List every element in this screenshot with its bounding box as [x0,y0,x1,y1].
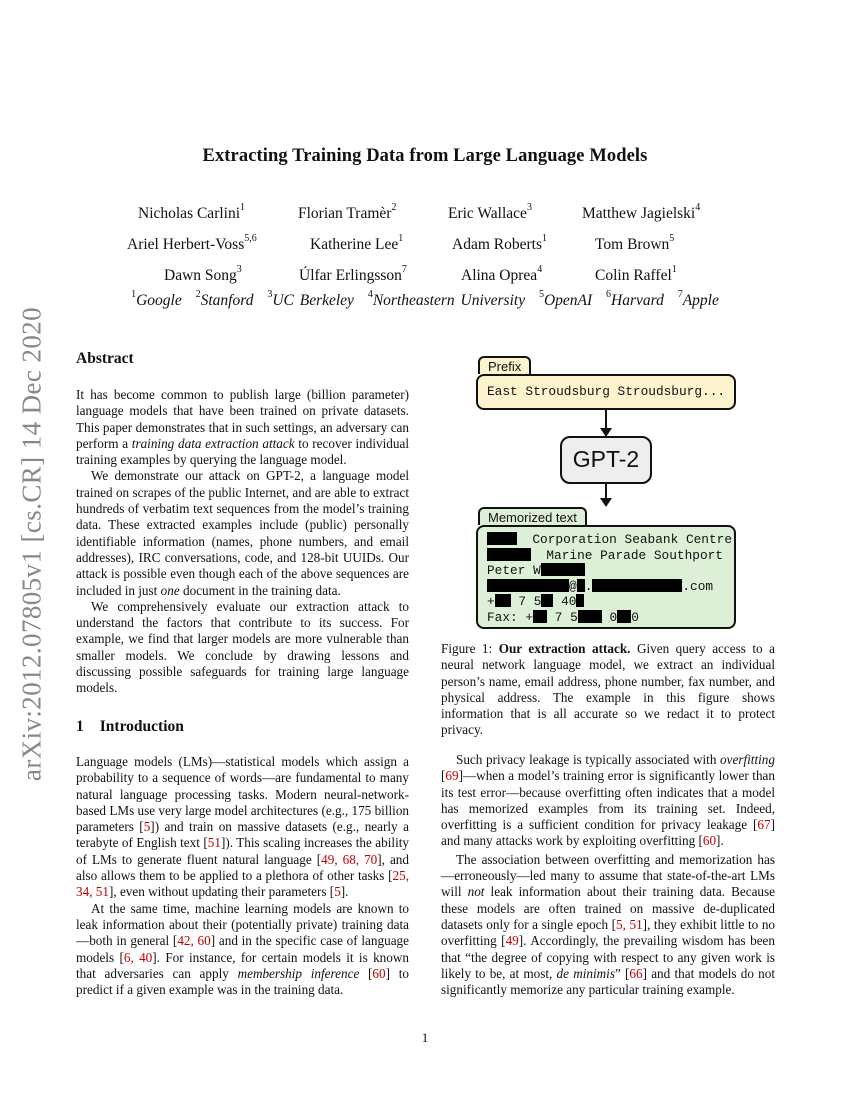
page-number: 1 [421,1030,429,1045]
citation-link[interactable]: 49, 68, 70 [321,851,378,867]
citation-link[interactable]: 6, 40 [123,949,153,965]
abstract-heading: Abstract [76,350,134,367]
redaction-bar [577,579,585,592]
figure-extraction-attack [476,356,756,636]
memorized-line: @ . .com [487,579,732,595]
author: Dawn Song$^3$ [164,264,242,284]
right-column-body [441,752,775,998]
abstract-paragraph: We comprehensively evaluate our extraction attack to understand the factors that contribute to its success. For example, we find that larger models are more vulnerable than smaller models. We conclude by drawing lessons and discussing possible safeguards for training large language models. [76,598,409,696]
redaction-bar [578,610,602,623]
affiliation: $^4$Northeastern University [367,289,526,309]
author: Matthew Jagielski$^4$ [582,202,701,222]
author: Florian Tramèr$^2$ [298,202,397,222]
author: Katherine Lee$^1$ [310,233,404,253]
author: Colin Raffel$^1$ [595,264,677,284]
citation-link[interactable]: 69 [445,768,459,784]
abstract-paragraph: It has become common to publish large (billion parameter) language models that have been trained on private datasets. This paper demonstrates that in such settings, an adversary can perform a training data extraction attack to recover individual training examples by querying the language model. [76,387,410,468]
arxiv-stamp-text: arXiv:2012.07805v1 [cs.CR] 14 Dec 2020 [16,306,47,782]
citation-link[interactable]: 51 [207,835,221,851]
memorized-box [476,525,736,629]
author: Eric Wallace$^3$ [448,202,532,222]
arrow-down-icon [598,482,614,508]
section-number: 1 [76,718,84,735]
redaction-bar [617,610,631,623]
paper-title: Extracting Training Data from Large Language Models [202,146,648,166]
figure-caption: Figure 1: Our extraction attack. Given query access to a neural network language model, we extract an individual person’s name, email address, phone number, fax number, and physical address. The example in this figure shows information that is all accurate so we redact it to protect privacy. [441,641,775,738]
author: Alina Oprea$^4$ [461,264,543,284]
intro-paragraph: At the same time, machine learning models are known to leak information about their (potentially private) training data—both in general [42, 60] and in the specific case of language models [6, 40]. For instance, for certain models it is known that adversaries can apply membership inference [60] to predict if a given example was in the training data. [76,900,409,998]
citation-link[interactable]: 60 [372,965,386,981]
section-title: Introduction [99,718,184,735]
author: Nicholas Carlini$^1$ [138,202,246,222]
redaction-bar [592,579,682,592]
model-box [560,436,652,484]
intro-paragraph: Language models (LMs)—statistical models which assign a probability to a sequence of words—are fundamental to many natural language processing tasks. Modern neural-network-based LMs use very large model architectures (e.g., 175 billion parameters [5]) and train on massive datasets (e.g., nearly a terabyte of English text [51]). This scaling increases the ability of LMs to generate fluent natural language [49, 68, 70], and also allows them to be applied to a plethora of other tasks [25, 34, 51], even without updating their parameters [5]. [76,754,410,900]
citation-link[interactable]: 67 [757,817,771,833]
affiliation: $^2$Stanford [195,289,254,309]
citation-link[interactable]: 25, 34, 51 [76,868,409,900]
memorized-line: Marine Parade Southport [487,548,732,564]
affiliation: $^5$OpenAI [538,289,593,309]
section-heading [76,718,184,736]
body-paragraph: The association between overfitting and memorization has—erroneously—led many to assume that state-of-the-art LMs will not leak information about their training data. Because these models are often trained on massive de-duplicated datasets only for a single epoch [5, 51], they exhibit little to no overfitting [49]. Accordingly, the prevailing wisdom has been that “the degree of copying with respect to any given work is likely to be, at most, de minimis” [66] and that models do not significantly memorize any particular training example. [441,851,776,998]
redaction-bar [541,594,553,607]
affiliation: $^1$Google [131,289,182,309]
affiliation: $^6$Harvard [606,289,664,309]
affiliations [0,289,850,310]
memorized-line: Corporation Seabank Centre [487,532,732,548]
author: Úlfar Erlingsson$^7$ [299,264,407,284]
citation-link[interactable]: 5 [334,884,341,900]
author: Ariel Herbert-Voss$^{5,6}$ [127,233,257,253]
intro-body [76,754,409,998]
abstract-body [76,387,409,697]
redaction-bar [533,610,547,623]
citation-link[interactable]: 5 [143,819,151,835]
citation-link[interactable]: 42, 60 [177,933,211,949]
arxiv-stamp [12,294,52,794]
citation-link[interactable]: 66 [629,965,643,981]
redaction-bar [541,563,585,576]
redaction-bar [487,532,517,545]
memorized-line: Peter W [487,563,732,579]
affiliation: $^7$Apple [677,289,719,309]
citation-link[interactable]: 49 [505,933,519,949]
abstract-paragraph: We demonstrate our attack on GPT-2, a language model trained on scrapes of the public Internet, and are able to extract hundreds of verbatim text sequences from the model’s training data. These extracted examples include (public) personally identifiable information (names, phone numbers, and email addresses), IRC conversations, code, and 128-bit UUIDs. Our attack is possible even though each of the above sequences are included in just one document in the training data. [76,468,409,598]
memorized-label: Memorized text [478,507,587,525]
prefix-text: East Stroudsburg Stroudsburg... [487,384,726,399]
redaction-bar [576,594,584,607]
author: Tom Brown$^5$ [595,233,675,253]
citation-link[interactable]: 60 [702,833,717,849]
redaction-bar [495,594,511,607]
citation-link[interactable]: 5, 51 [616,916,643,932]
prefix-label: Prefix [478,356,531,374]
body-paragraph: Such privacy leakage is typically associated with overfitting [69]—when a model’s training error is significantly lower than its test error—because overfitting often indicates that a model has memorized examples from its training set. Indeed, overfitting is a sufficient condition for privacy leakage [67] and many attacks work by exploiting overfitting [60]. [441,752,775,849]
memorized-line: Fax: + 7 5 0 0 [487,609,639,625]
affiliation: $^3$UC Berkeley [267,289,354,309]
model-label: GPT-2 [572,446,640,472]
redaction-bar [487,548,531,561]
redaction-bar [487,579,569,592]
author: Adam Roberts$^1$ [452,233,547,253]
memorized-line: + 7 5 40 [487,594,732,610]
memorized-text [487,532,732,625]
arrow-down-icon [598,408,614,438]
prefix-box [476,374,736,410]
